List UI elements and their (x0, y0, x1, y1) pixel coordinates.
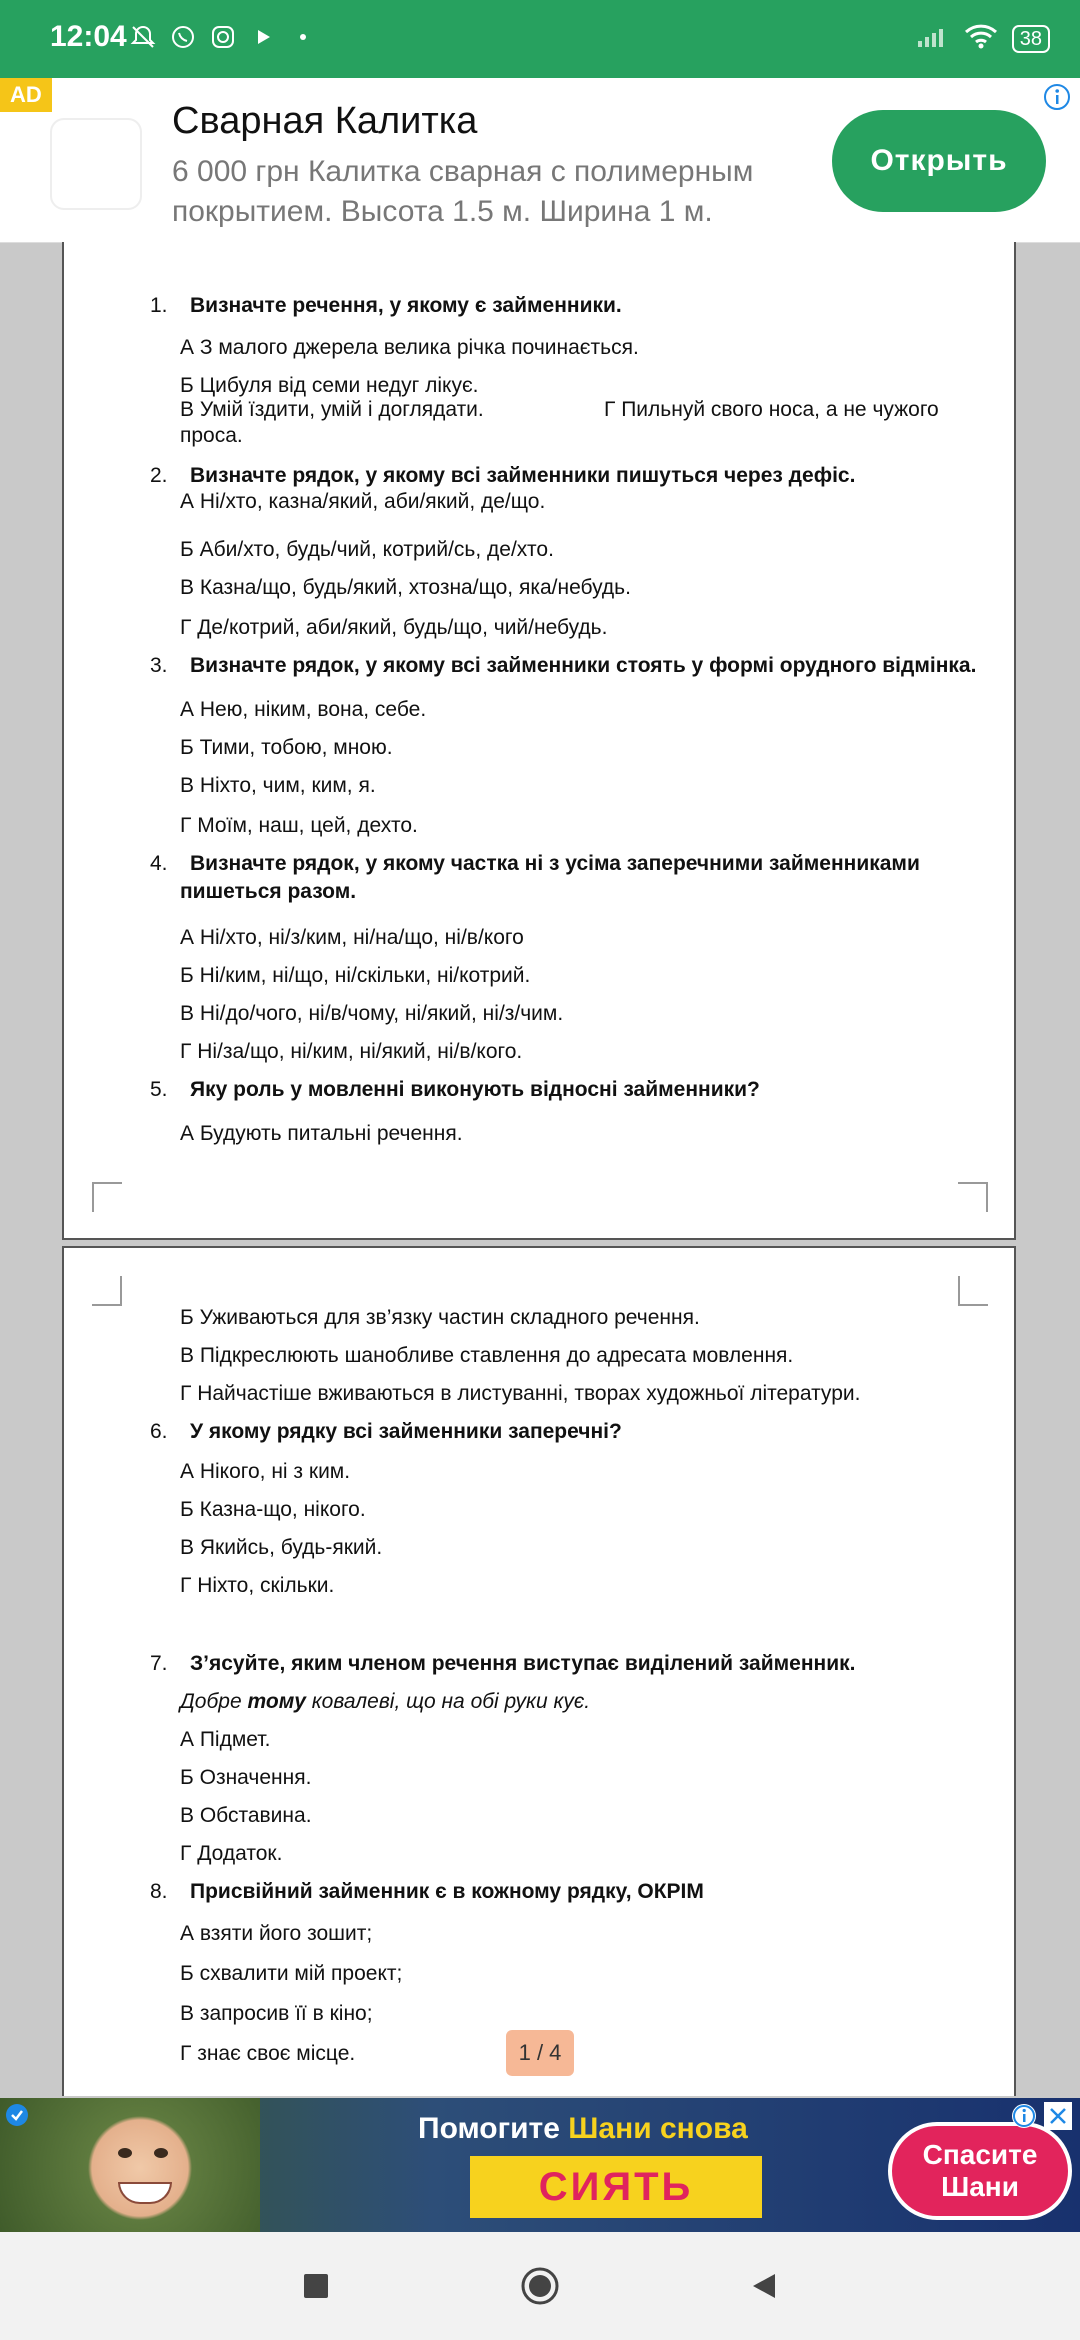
answer-option: В Ніхто, чим, ким, я. (180, 774, 376, 797)
answer-option: Г Додаток. (180, 1842, 283, 1865)
question-text: Визначте речення, у якому є займенники. (190, 294, 622, 317)
sentence-part: Добре (180, 1690, 248, 1713)
question-6 (150, 1420, 622, 1444)
answer-option: А Будують питальні речення. (180, 1122, 463, 1145)
answer-option: А Нею, ніким, вона, себе. (180, 698, 427, 721)
wifi-icon (964, 22, 998, 55)
question-4 (150, 852, 920, 876)
answer-option: А З малого джерела велика річка починається. (180, 336, 639, 359)
question-number: 5. (150, 1078, 168, 1101)
question-text: Визначте рядок, у якому всі займенники пишуться через дефіс. (190, 464, 856, 487)
save-shani-button[interactable] (888, 2122, 1072, 2220)
button-line: Шани (941, 2171, 1019, 2202)
page-corner-mark (92, 1276, 122, 1306)
play-icon (248, 22, 278, 52)
answer-option: Б схвалити мій проект; (180, 1962, 403, 1985)
photo-detail (118, 2148, 132, 2158)
page-corner-mark (92, 1182, 122, 1212)
question-3 (150, 654, 976, 678)
question-2 (150, 464, 855, 488)
viber-icon (168, 22, 198, 52)
child-photo (0, 2098, 260, 2232)
answer-option: А взяти його зошит; (180, 1922, 373, 1945)
answer-option: В Підкреслюють шанобливе ставлення до адресата мовлення. (180, 1344, 794, 1367)
back-button[interactable] (740, 2262, 788, 2310)
home-button[interactable] (516, 2262, 564, 2310)
close-icon[interactable] (1044, 2102, 1072, 2135)
question-8 (150, 1880, 704, 1904)
answer-option: Б Аби/хто, будь/чий, котрий/сь, де/хто. (180, 538, 554, 561)
answer-option: В Обставина. (180, 1804, 312, 1827)
answer-option: Г Моїм, наш, цей, дехто. (180, 814, 418, 837)
answer-option: А Ні/хто, ні/з/ким, ні/на/що, ні/в/кого (180, 926, 524, 949)
highlighted-pronoun: тому (247, 1690, 306, 1713)
info-icon[interactable] (1010, 2102, 1038, 2135)
mute-icon (128, 22, 158, 52)
instagram-icon (208, 22, 238, 52)
photo-detail (154, 2148, 168, 2158)
question-number: 8. (150, 1880, 168, 1903)
question-text: Яку роль у мовленні виконують відносні займенники? (190, 1078, 760, 1101)
question-text: Визначте рядок, у якому частка ні з усіма заперечними займенниками (190, 852, 920, 875)
answer-option: А Нікого, ні з ким. (180, 1460, 351, 1483)
bottom-ad-banner[interactable] (0, 2098, 1080, 2232)
answer-option: Б Означення. (180, 1766, 312, 1789)
question-7 (150, 1652, 855, 1676)
page-indicator: 1 / 4 (506, 2030, 574, 2076)
answer-option: Б Ні/ким, ні/що, ні/скільки, ні/котрий. (180, 964, 531, 987)
ad-title[interactable]: Сварная Калитка (172, 100, 478, 142)
recents-button[interactable] (292, 2262, 340, 2310)
signal-icon (916, 23, 950, 54)
ad-description: 6 000 грн Калитка сварная с полимерным покрытием. Высота 1.5 м. Ширина 1 м. (172, 155, 754, 228)
banner-title (418, 2112, 748, 2146)
answer-option: Г Ні/за/що, ні/ким, ні/який, ні/в/кого. (180, 1040, 523, 1063)
answer-option: Б Тими, тобою, мною. (180, 736, 393, 759)
ad-thumbnail[interactable] (50, 118, 142, 210)
answer-option: Г Де/котрий, аби/який, будь/що, чий/небудь. (180, 616, 608, 639)
ad-badge: AD (0, 78, 52, 112)
document-page-2 (62, 1246, 1016, 2096)
question-number: 7. (150, 1652, 168, 1675)
photo-detail (118, 2182, 172, 2204)
question-text: У якому рядку всі займенники заперечні? (190, 1420, 622, 1443)
example-sentence (180, 1690, 590, 1714)
sentence-part: ковалеві, що на обі руки кує. (305, 1690, 591, 1713)
answer-option: Г Найчастіше вживаються в листуванні, творах художньої літератури. (180, 1382, 861, 1405)
question-text: З’ясуйте, яким членом речення виступає виділений займенник. (190, 1652, 856, 1675)
page-corner-mark-right (958, 1276, 988, 1306)
answer-option: Б Уживаються для зв’язку частин складного речення. (180, 1306, 700, 1329)
answer-option-continuation: проса. (180, 424, 243, 447)
answer-option: Г знає своє місце. (180, 2042, 356, 2065)
question-text-continuation: пишеться разом. (180, 880, 357, 903)
question-5 (150, 1078, 760, 1102)
banner-title-highlight: Шани снова (568, 2112, 748, 2145)
shield-icon (4, 2102, 30, 2133)
page-corner-mark-right (958, 1182, 988, 1212)
question-number: 1. (150, 294, 168, 317)
answer-option: Б Казна-що, нікого. (180, 1498, 366, 1521)
answer-option: В Ні/до/чого, ні/в/чому, ні/який, ні/з/чим. (180, 1002, 564, 1025)
document-page-1 (62, 242, 1016, 1240)
answer-option: Г Пильнуй свого носа, а не чужого (604, 398, 939, 421)
answer-option: Б Цибуля від семи недуг лікує. (180, 374, 479, 397)
answer-option: Г Ніхто, скільки. (180, 1574, 335, 1597)
banner-title-part: Помогите (418, 2112, 569, 2145)
top-ad-banner[interactable] (0, 78, 1080, 243)
question-text: Визначте рядок, у якому всі займенники стоять у формі орудного відмінка. (190, 654, 977, 677)
banner-ribbon: СИЯТЬ (470, 2156, 762, 2218)
info-icon[interactable] (1042, 82, 1072, 117)
answer-option: А Ні/хто, казна/який, аби/який, де/що. (180, 490, 546, 513)
answer-option: В Умій їздити, умій і доглядати. (180, 398, 484, 421)
clock: 12:04 (50, 20, 127, 53)
question-number: 4. (150, 852, 168, 875)
dot-icon (288, 22, 318, 52)
question-1 (150, 294, 622, 318)
question-number: 2. (150, 464, 168, 487)
question-text: Присвійний займенник є в кожному рядку, ОКРІМ (190, 1880, 704, 1903)
open-button[interactable]: Открыть (832, 110, 1046, 212)
navigation-bar (0, 2232, 1080, 2340)
answer-option: В Якийсь, будь-який. (180, 1536, 383, 1559)
answer-option: В Казна/що, будь/який, хтозна/що, яка/небудь. (180, 576, 631, 599)
answer-option: А Підмет. (180, 1728, 271, 1751)
battery-indicator: 38 (1012, 25, 1050, 53)
question-number: 3. (150, 654, 168, 677)
status-bar (0, 0, 1080, 78)
answer-option: В запросив її в кіно; (180, 2002, 373, 2025)
question-number: 6. (150, 1420, 168, 1443)
button-line: Спасите (922, 2139, 1038, 2170)
